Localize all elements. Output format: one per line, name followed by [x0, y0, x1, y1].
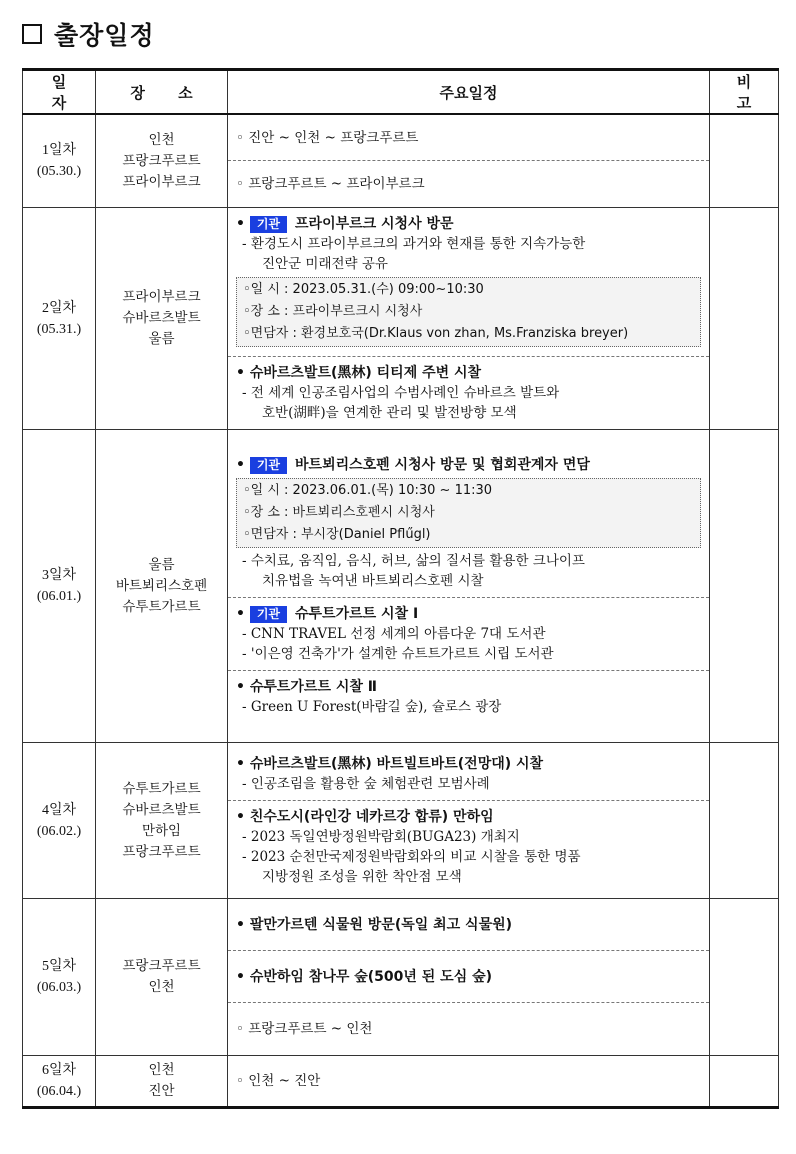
- schedule-item: [228, 801, 709, 893]
- schedule-cell: [228, 114, 710, 208]
- place-name: 프랑크푸르트: [122, 843, 201, 860]
- table-row: [23, 208, 779, 430]
- detail-line: - '이은영 건축가'가 설계한 슈트트가르트 시립 도서관: [242, 646, 554, 662]
- place-name: 프라이부르크: [122, 173, 201, 190]
- detail-line: - 2023 순천만국제정원박람회와의 비교 시찰을 통한 명품: [242, 849, 581, 865]
- bullet-icon: •: [236, 756, 250, 772]
- schedule-item: [228, 357, 709, 429]
- meeting-info-line: ◦장 소 : 프라이부르크시 시청사: [243, 304, 423, 319]
- day-cell: [23, 114, 96, 208]
- table-row: [23, 1056, 779, 1108]
- place-cell: [96, 1056, 228, 1108]
- note-cell: [710, 114, 779, 208]
- schedule-item: [228, 449, 709, 598]
- note-cell: [710, 1056, 779, 1108]
- day-date: (06.04.): [36, 1084, 82, 1099]
- heading-text: 팔만가르텐 식물원 방문(독일 최고 식물원): [249, 916, 513, 933]
- place-name: 슈투트가르트: [122, 780, 201, 797]
- schedule-text: ◦ 인천 ~ 진안: [236, 1073, 321, 1089]
- detail-line: - 인공조림을 활용한 숲 체험관련 모범사례: [242, 776, 490, 792]
- place-name: 슈투트가르트: [122, 598, 201, 615]
- day-label: 5일차: [41, 959, 77, 974]
- day-label: 4일차: [41, 802, 77, 818]
- day-date: (06.01.): [36, 589, 82, 604]
- day-date: (06.03.): [36, 980, 82, 995]
- day-label: 2일차: [41, 300, 77, 316]
- schedule-heading: [236, 455, 701, 475]
- day-label: 1일차: [41, 143, 77, 158]
- schedule-item: [228, 161, 709, 207]
- place-name: 인천: [148, 979, 175, 995]
- heading-text: 슈반하임 참나무 숲(500년 된 도심 숲): [249, 968, 493, 985]
- schedule-item: [228, 748, 709, 801]
- schedule-cell: [228, 430, 710, 743]
- place-cell: [96, 430, 228, 743]
- detail-line: - 전 세계 인공조림사업의 수범사례인 슈바르츠 발트와: [242, 385, 560, 401]
- detail-line: - CNN TRAVEL 선정 세계의 아름다운 7대 도서관: [242, 626, 546, 642]
- schedule-item: [228, 671, 709, 723]
- bullet-icon: •: [236, 606, 250, 622]
- meeting-info-box: [236, 478, 701, 548]
- schedule-cell: [228, 743, 710, 899]
- schedule-table: [22, 68, 779, 1109]
- bullet-icon: •: [236, 916, 250, 933]
- place-name: 바트뵈리스호펜: [115, 577, 208, 594]
- place-name: 프랑크푸르트: [122, 958, 201, 974]
- note-cell: [710, 899, 779, 1056]
- header-schedule: 주요일정: [228, 70, 710, 115]
- schedule-text: ◦ 진안 ~ 인천 ~ 프랑크푸르트: [236, 129, 419, 146]
- schedule-heading: [236, 363, 701, 383]
- schedule-heading: [236, 604, 701, 624]
- header-note: 비 고: [710, 70, 779, 115]
- schedule-item: [228, 208, 709, 357]
- place-cell: [96, 899, 228, 1056]
- schedule-heading: [236, 214, 701, 234]
- header-place: 장 소: [96, 70, 228, 115]
- detail-line: - 2023 독일연방정원박람회(BUGA23) 개최지: [242, 829, 520, 845]
- meeting-info-line: ◦일 시 : 2023.05.31.(수) 09:00~10:30: [243, 282, 484, 297]
- page-title: 출장일정: [54, 21, 155, 50]
- detail-line: 치유법을 녹여낸 바트뵈리스호펜 시찰: [262, 573, 484, 589]
- schedule-heading: [236, 915, 512, 935]
- heading-text: 슈투트가르트 시찰 Ⅱ: [249, 679, 377, 695]
- detail-line: 호반(湖畔)을 연계한 관리 및 발전방향 모색: [262, 405, 517, 421]
- schedule-item: [228, 598, 709, 671]
- detail-line: 진안군 미래전략 공유: [262, 256, 388, 272]
- detail-line: - 환경도시 프라이부르크의 과거와 현재를 통한 지속가능한: [242, 236, 586, 252]
- note-cell: [710, 208, 779, 430]
- detail-line: - Green U Forest(바람길 숲), 슐로스 광장: [242, 699, 502, 715]
- place-name: 인천: [148, 1062, 175, 1078]
- note-cell: [710, 743, 779, 899]
- heading-text: 바트뵈리스호펜 시청사 방문 및 협회관계자 면담: [295, 457, 590, 473]
- checkbox-square-icon: [22, 24, 42, 44]
- heading-text: 친수도시(라인강 네카르강 합류) 만하임: [249, 809, 494, 825]
- schedule-item: [228, 115, 709, 161]
- place-name: 울름: [148, 331, 175, 347]
- day-cell: [23, 899, 96, 1056]
- day-date: (06.02.): [36, 823, 82, 839]
- bullet-icon: •: [236, 968, 250, 985]
- schedule-cell: [228, 899, 710, 1056]
- bullet-icon: •: [236, 457, 250, 473]
- header-day: 일 자: [23, 70, 96, 115]
- table-row: [23, 899, 779, 1056]
- place-name: 진안: [148, 1083, 175, 1099]
- schedule-item: [228, 951, 709, 1003]
- bullet-icon: •: [236, 809, 250, 825]
- schedule-heading: [236, 754, 701, 774]
- schedule-heading: [236, 967, 492, 987]
- schedule-heading: [236, 677, 701, 697]
- schedule-heading: [236, 807, 701, 827]
- schedule-item: [228, 1056, 709, 1106]
- bullet-icon: •: [236, 365, 250, 381]
- place-name: 프라이부르크: [122, 289, 201, 305]
- agency-badge: 기관: [250, 606, 287, 623]
- bullet-icon: •: [236, 679, 250, 695]
- place-name: 만하임: [141, 822, 182, 839]
- heading-text: 프라이부르크 시청사 방문: [295, 216, 454, 232]
- schedule-cell: [228, 208, 710, 430]
- schedule-text: ◦ 프랑크푸르트 ~ 인천: [236, 1021, 373, 1037]
- heading-text: 슈투트가르트 시찰 Ⅰ: [295, 606, 419, 622]
- agency-badge: 기관: [250, 457, 287, 474]
- place-name: 울름: [148, 556, 175, 573]
- note-cell: [710, 430, 779, 743]
- day-date: (05.31.): [36, 321, 82, 337]
- place-cell: [96, 114, 228, 208]
- day-label: 6일차: [41, 1063, 77, 1078]
- meeting-info-line: ◦면담자 : 환경보호국(Dr.Klaus von zhan, Ms.Franziska breyer): [243, 326, 629, 341]
- meeting-info-box: [236, 277, 701, 347]
- day-cell: [23, 1056, 96, 1108]
- place-name: 슈바르츠발트: [122, 801, 201, 818]
- meeting-info-line: ◦장 소 : 바트뵈리스호펜시 시청사: [243, 505, 435, 520]
- place-name: 슈바르츠발트: [122, 310, 201, 326]
- table-row: [23, 743, 779, 899]
- heading-text: 슈바르츠발트(黑林) 바트빌트바트(전망대) 시찰: [249, 756, 544, 772]
- meeting-info-line: ◦일 시 : 2023.06.01.(목) 10:30 ~ 11:30: [243, 483, 493, 498]
- day-label: 3일차: [41, 568, 77, 583]
- meeting-info-line: ◦면담자 : 부시장(Daniel Pflűgl): [243, 527, 431, 542]
- detail-line: - 수치료, 움직임, 음식, 허브, 삶의 질서를 활용한 크나이프: [242, 553, 585, 569]
- day-cell: [23, 743, 96, 899]
- schedule-cell: [228, 1056, 710, 1108]
- detail-line: 지방정원 조성을 위한 착안점 모색: [262, 869, 462, 885]
- bullet-icon: •: [236, 216, 250, 232]
- schedule-item: [228, 1003, 709, 1055]
- place-name: 프랑크푸르트: [122, 152, 201, 169]
- schedule-text: ◦ 프랑크푸르트 ~ 프라이부르크: [236, 176, 425, 192]
- schedule-item: [228, 899, 709, 951]
- heading-text: 슈바르츠발트(黑林) 티티제 주변 시찰: [249, 365, 482, 381]
- day-cell: [23, 430, 96, 743]
- agency-badge: 기관: [250, 216, 287, 233]
- place-cell: [96, 743, 228, 899]
- section-title: [22, 14, 155, 54]
- place-cell: [96, 208, 228, 430]
- table-row: [23, 430, 779, 743]
- day-cell: [23, 208, 96, 430]
- place-name: 인천: [148, 131, 175, 148]
- day-date: (05.30.): [36, 164, 82, 179]
- table-row: [23, 114, 779, 208]
